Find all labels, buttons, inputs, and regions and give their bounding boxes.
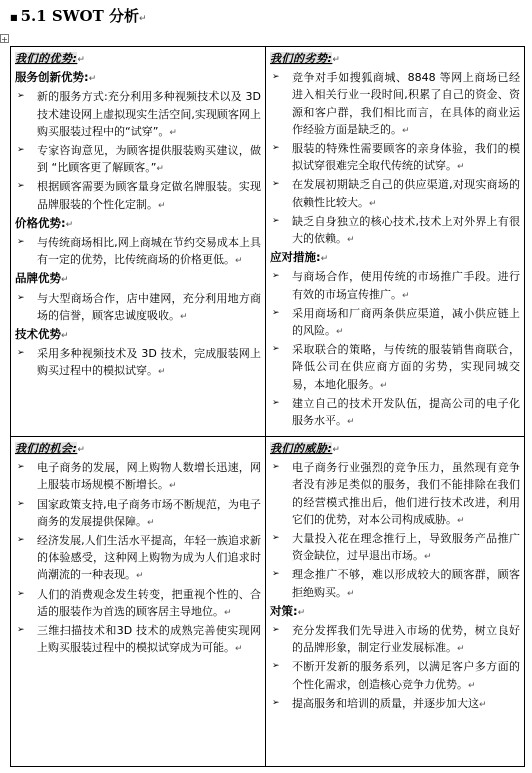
arrow-bullet-icon: ➢: [17, 588, 25, 599]
paragraph-mark-icon: ↵: [136, 571, 144, 582]
bullet-item: [15, 532, 261, 586]
paragraph-mark-icon: ↵: [320, 254, 329, 265]
bullet-item-text: 理念推广不够，难以形成较大的顾客群，顾客拒绝购买。: [292, 568, 520, 599]
bullet-item-text: 人们的消费观念发生转变，把重视个性的、合适的服装作为首选的顾客居主导地位。: [37, 587, 261, 618]
threats-header-line: [270, 440, 520, 459]
strengths-header: 我们的优势:: [15, 52, 78, 65]
arrow-bullet-icon: ➢: [17, 348, 25, 359]
bullet-item: [15, 586, 261, 622]
arrow-bullet-icon: ➢: [17, 535, 25, 546]
group-heading: 技术优势: [15, 327, 61, 342]
paragraph-mark-icon: ↵: [235, 256, 243, 267]
paragraph-mark-icon: ↵: [457, 515, 465, 526]
paragraph-mark-icon: ↵: [336, 327, 344, 338]
paragraph-mark-icon: ↵: [156, 164, 164, 175]
arrow-bullet-icon: ➢: [272, 625, 280, 636]
bullet-item-text: 采用多种视频技术及 3D 技术，完成服装网上购买过程中的模拟试穿。: [37, 347, 261, 378]
bullet-item-text: 与商场合作，使用传统的市场推广手段。进行有效的市场宣传推广。: [292, 270, 520, 301]
paragraph-mark-icon: ↵: [402, 125, 410, 136]
group-heading: 品牌优势: [15, 271, 61, 286]
bullet-item-text: 电子商务行业强烈的竞争压力，虽然现有竞争者没有涉足类似的服务，我们不能排除在我们的经营模式推出后，他们进行技术改进，利用它们的优势，对本公司构成威胁。: [292, 461, 520, 526]
group-heading-line: [270, 603, 520, 622]
bullet-item-text: 充分发挥我们先导进入市场的优势，树立良好的品牌形象，制定行业发展标准。: [292, 624, 520, 655]
arrow-bullet-icon: ➢: [17, 292, 25, 303]
group-heading: 应对措施:: [270, 250, 321, 265]
bullet-item: [270, 341, 520, 395]
section-title: [10, 5, 147, 27]
paragraph-mark-icon: ↵: [479, 699, 487, 710]
paragraph-mark-icon: ↵: [61, 331, 69, 342]
swot-table: [10, 46, 525, 767]
section-title-text: 5.1 SWOT 分析: [20, 7, 140, 25]
opportunities-header: 我们的机会:: [15, 442, 78, 455]
bullet-item: [270, 395, 520, 431]
bullet-item-text: 专家咨询意见，为顾客提供服装购买建议，做到 “比顾客更了解顾客。”: [37, 144, 261, 175]
arrow-bullet-icon: ➢: [272, 72, 280, 83]
bullet-item: [15, 234, 261, 270]
paragraph-mark-icon: ↵: [77, 55, 85, 65]
group-heading: 对策:: [270, 603, 298, 618]
paragraph-mark-icon: ↵: [297, 607, 306, 618]
arrow-bullet-icon: ➢: [17, 625, 25, 636]
bullet-item-text: 采用商场和厂商两条供应渠道，减小供应链上的风险。: [292, 306, 520, 338]
arrow-bullet-icon: ➢: [272, 307, 280, 318]
arrow-bullet-icon: ➢: [17, 181, 25, 192]
paragraph-mark-icon: ↵: [65, 219, 74, 230]
arrow-bullet-icon: ➢: [272, 215, 280, 226]
bullet-item-text: 根据顾客需要为顾客量身定做名牌服装。实现品牌服装的个性化定制。: [37, 180, 261, 211]
bullet-item: [270, 566, 520, 602]
bullet-item-text: 建立自己的技术开发队伍，提高公司的电子化服务水平。: [292, 396, 520, 428]
bullet-item: [15, 178, 261, 214]
arrow-bullet-icon: ➢: [272, 271, 280, 282]
arrow-bullet-icon: ➢: [17, 237, 25, 248]
paragraph-mark-icon: ↵: [347, 235, 355, 246]
bullet-item: [270, 213, 520, 249]
bullet-item: [15, 496, 261, 532]
paragraph-mark-icon: ↵: [424, 552, 432, 563]
bullet-item: [270, 695, 520, 714]
arrow-bullet-icon: ➢: [272, 661, 280, 672]
arrow-bullet-icon: ➢: [272, 533, 280, 544]
paragraph-mark-icon: ↵: [332, 445, 340, 455]
arrow-bullet-icon: ➢: [272, 569, 280, 580]
paragraph-mark-icon: ↵: [402, 290, 410, 301]
heading-bullet-icon: ■: [10, 12, 18, 22]
paragraph-mark-icon: ↵: [380, 380, 388, 391]
paragraph-mark-icon: ↵: [158, 200, 166, 211]
group-heading-line: [15, 270, 261, 289]
opportunities-header-line: [15, 440, 261, 459]
paragraph-mark-icon: ↵: [235, 644, 243, 655]
paragraph-mark-icon: ↵: [61, 275, 69, 286]
bullet-item: [15, 622, 261, 658]
group-heading-line: [15, 326, 261, 345]
paragraph-mark-icon: ↵: [180, 311, 188, 322]
paragraph-mark-icon: ↵: [347, 417, 355, 428]
arrow-bullet-icon: ➢: [17, 498, 25, 509]
bullet-item-text: 竞争对手如搜狐商城、8848 等网上商场已经进入相关行业一段时间,积累了自己的资金、资源和客户群，我们相比而言，在具体的商业运作经验方面是缺乏的。: [292, 71, 520, 136]
arrow-bullet-icon: ➢: [17, 91, 25, 102]
paragraph-mark-icon: ↵: [169, 481, 177, 492]
bullet-item-text: 经济发展,人们生活水平提高，年轻一族追求新的体验感受，这种网上购物为成为人们追求时尚潮流的一种表现。: [37, 534, 261, 582]
paragraph-mark-icon: ↵: [369, 198, 377, 209]
arrow-bullet-icon: ➢: [272, 344, 280, 355]
paragraph-mark-icon: ↵: [347, 588, 355, 599]
group-heading: 服务创新优势:: [15, 70, 89, 85]
group-heading-line: [15, 69, 261, 88]
opportunities-cell[interactable]: [11, 437, 266, 767]
paragraph-mark-icon: ↵: [169, 127, 177, 138]
bullet-item-text: 国家政策支持,电子商务市场不断规范，为电子商务的发展提供保障。: [37, 497, 261, 528]
bullet-item: [270, 69, 520, 140]
paragraph-mark-icon: ↵: [158, 367, 166, 378]
bullet-item: [15, 345, 261, 381]
paragraph-mark-icon: ↵: [468, 680, 476, 691]
bullet-item-text: 采取联合的策略，与传统的服装销售商联合，降低公司在供应商方面的劣势，实现同城交易，本地化服务。: [292, 343, 520, 391]
paragraph-mark-icon: ↵: [77, 445, 85, 455]
bullet-item: [270, 530, 520, 566]
bullet-item-text: 电子商务的发展，网上购物人数增长迅速，网上服装市场规模不断增长。: [37, 461, 261, 492]
threats-header: 我们的威胁:: [270, 442, 333, 455]
arrow-bullet-icon: ➢: [272, 143, 280, 154]
bullet-item: [270, 622, 520, 658]
bullet-item-text: 在发展初期缺乏自己的供应渠道,对现实商场的依赖性比较大。: [292, 178, 520, 209]
bullet-item-text: 大量投入花在理念推行上，导致服务产品推广资金缺位，过早退出市场。: [292, 532, 520, 563]
paragraph-mark-icon: ↵: [457, 644, 465, 655]
group-heading: 价格优势:: [15, 215, 66, 230]
bullet-item: [15, 459, 261, 495]
weaknesses-header: 我们的劣势:: [270, 52, 333, 65]
paragraph-mark-icon: ↵: [332, 55, 340, 65]
arrow-bullet-icon: ➢: [272, 397, 280, 408]
bullet-item: [15, 142, 261, 178]
bullet-item: [270, 658, 520, 694]
bullet-item-text: 缺乏自身独立的核心技术,技术上对外界上有很大的依赖。: [292, 214, 520, 246]
bullet-item-text: 与传统商场相比,网上商城在节约交易成本上具有一定的优势，比传统商场的价格更低。: [37, 236, 261, 267]
bullet-item-text: 与大型商场合作，店中建网，充分利用地方商场的信誉，顾客忠诚度吸收。: [37, 291, 261, 322]
strengths-cell[interactable]: [11, 47, 266, 437]
bullet-item: [270, 268, 520, 304]
threats-cell[interactable]: [266, 437, 525, 767]
arrow-bullet-icon: ➢: [272, 697, 280, 708]
arrow-bullet-icon: ➢: [17, 145, 25, 156]
bullet-item-text: 提高服务和培训的质量，并逐步加大这: [292, 696, 479, 710]
bullet-item-text: 不断开发新的服务系列，以满足客户多方面的个性化需求，创造核心竞争力优势。: [292, 660, 520, 691]
bullet-item-text: 服装的特殊性需要顾客的亲身体验，我们的模拟试穿很难完全取代传统的试穿。: [292, 142, 520, 173]
arrow-bullet-icon: ➢: [272, 462, 280, 473]
bullet-item-text: 新的服务方式:充分利用多种视频技术以及 3D 技术建设网上虚拟现实生活空间,实现顾客网上购买服装过程中的“试穿”。: [37, 90, 261, 138]
bullet-item: [270, 140, 520, 176]
paragraph-mark-icon: ↵: [457, 162, 465, 173]
arrow-bullet-icon: ➢: [17, 462, 25, 473]
paragraph-mark-icon: ↵: [139, 14, 147, 24]
group-heading-line: [15, 215, 261, 234]
weaknesses-cell[interactable]: [266, 47, 525, 437]
bullet-item: [15, 290, 261, 326]
bullet-item: [270, 459, 520, 530]
bullet-item: [270, 176, 520, 212]
strengths-header-line: [15, 50, 261, 69]
group-heading-line: [270, 249, 520, 268]
bullet-item: [15, 88, 261, 142]
weaknesses-header-line: [270, 50, 520, 69]
bullet-item-text: 三维扫描技术和3D 技术的成熟完善使实现网上购买服装过程中的模拟试穿成为可能。: [37, 624, 261, 655]
paragraph-mark-icon: ↵: [224, 607, 232, 618]
table-move-handle-icon[interactable]: +: [1, 35, 8, 44]
paragraph-mark-icon: ↵: [147, 517, 155, 528]
paragraph-mark-icon: ↵: [88, 74, 97, 85]
bullet-item: [270, 305, 520, 341]
arrow-bullet-icon: ➢: [272, 179, 280, 190]
